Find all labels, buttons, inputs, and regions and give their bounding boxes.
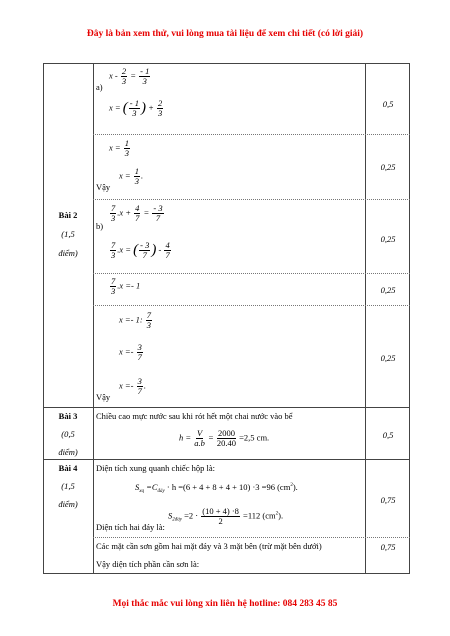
bai3-points: (0,5: [61, 429, 75, 439]
row-divider: [93, 537, 410, 538]
row-divider-bai4: [43, 459, 410, 460]
score-bai3: 0,5: [382, 430, 394, 440]
eq-a4: x = $\frac{1}{3}$ .: [119, 166, 144, 186]
bai4-text4: Vậy diện tích phần cần sơn là:: [96, 559, 200, 569]
row-divider: [93, 305, 410, 306]
score-b2: 0,25: [380, 285, 396, 295]
row-divider: [93, 273, 410, 274]
bai4-text3: Các mặt cần sơn gồm hai mặt đáy và 3 mặt bên (trừ mặt bên dưới): [96, 541, 322, 551]
answer-table: [43, 63, 410, 574]
eq-b3: $\frac{7}{3}$ .x =- 1: [111, 276, 141, 296]
eq-b6: x =- $\frac{3}{7}$ .: [119, 376, 146, 396]
table-border-bottom: [43, 573, 410, 574]
bai2-label: Bài 2: [58, 210, 78, 220]
row-divider: [93, 134, 410, 135]
hotline-banner: Mọi thắc mắc vui lòng xin liên hệ hotline: 084 283 45 85: [112, 599, 338, 609]
table-border-left: [43, 63, 44, 574]
score-b3: 0,25: [380, 353, 396, 363]
preview-banner: Đây là bản xem thử, vui lòng mua tài liệu để xem chi tiết (có lời giải): [86, 29, 364, 39]
table-column-divider: [93, 63, 94, 574]
bai4-text1: Diện tích xung quanh chiếc hộp là:: [96, 463, 215, 473]
eq-a3: x = $\frac{1}{3}$: [109, 138, 130, 158]
bai4-text2: Diện tích hai đáy là:: [96, 522, 165, 532]
bai3-points-unit: điểm): [58, 447, 78, 457]
score-a1: 0,5: [382, 99, 394, 109]
part-a-label: a): [96, 82, 103, 92]
eq-b4: x =- 1: $\frac{7}{3}$: [119, 310, 152, 330]
bai4-points-unit: điểm): [58, 499, 78, 509]
score-b1: 0,25: [380, 234, 396, 244]
eq-b5: x =- $\frac{3}{7}$: [119, 342, 142, 362]
bai3-text: Chiều cao mực nước sau khi rót hết một chai nước vào bể: [96, 411, 293, 421]
vay-b: Vậy: [96, 392, 111, 402]
score-a2: 0,25: [380, 162, 396, 172]
row-divider-bai3: [43, 407, 410, 408]
bai2-points: (1,5: [61, 229, 75, 239]
bai2-points-unit: điểm): [58, 248, 78, 258]
row-divider: [93, 199, 410, 200]
part-b-label: b): [96, 221, 104, 231]
score-bai4-2: 0,75: [380, 542, 396, 552]
bai4-label: Bài 4: [58, 463, 78, 473]
bai4-points: (1,5: [61, 481, 75, 491]
bai3-label: Bài 3: [58, 411, 78, 421]
bai3-formula: h = $\frac{V}{a.b}$ = $\frac{2000}{20.40}$ =2,5 cm.: [179, 428, 270, 448]
table-border-top: [43, 63, 410, 64]
eq-a1: x - $\frac{2}{3}$ = $\frac{- 1}{3}$: [109, 66, 150, 86]
vay-a: Vậy: [96, 182, 111, 192]
eq-a2: x = ( $\frac{- 1}{3}$ ) + $\frac{2}{3}$: [109, 98, 163, 118]
score-bai4-1: 0,75: [380, 495, 396, 505]
bai4-sxq-formula: $S_{xq} =C_{đáy} \cdot h =(6 + 4 + 8 + 4 + 10) \cdot 3 =96$ $(cm^2)$.: [135, 482, 298, 494]
bai4-s2-formula: $S_{2đáy} =2$ · $\frac{(10 + 4) \cdot 8}{2}$ =112 $(cm^2)$.: [168, 506, 284, 526]
eq-b1: $\frac{7}{3}$ .x + $\frac{4}{7}$ = $\frac{- 3}{7}$: [111, 203, 163, 223]
eq-b2: $\frac{7}{3}$ .x = ( $\frac{- 3}{7}$ ) - $\frac{4}{7}$: [111, 240, 170, 260]
